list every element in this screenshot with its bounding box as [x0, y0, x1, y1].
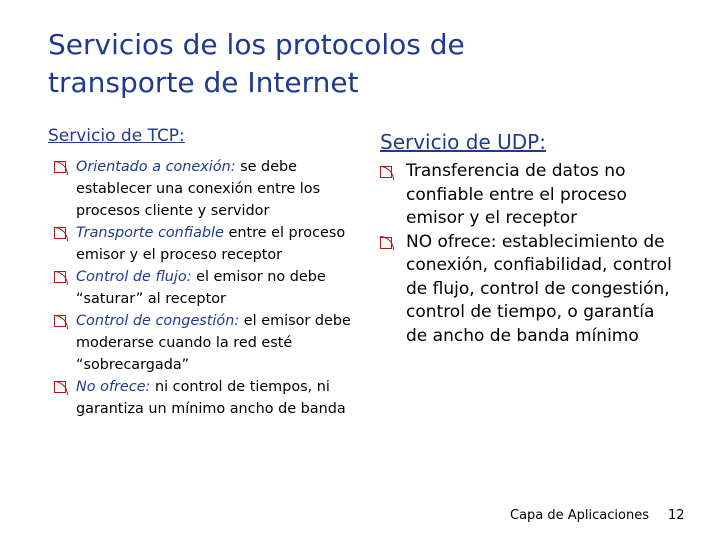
- footer-label: Capa de Aplicaciones: [510, 508, 649, 523]
- tcp-heading: Servicio de TCP:: [48, 126, 185, 146]
- item-text: se debe establecer una conexión entre los procesos cliente y servidor: [76, 159, 321, 219]
- item-text: el emisor no debe “saturar” al receptor: [76, 269, 326, 307]
- box-bullet-icon: [380, 166, 392, 178]
- list-item: [54, 376, 364, 420]
- list-item: [380, 160, 680, 231]
- title-line-2: transporte de Internet: [48, 66, 359, 99]
- list-item: [380, 231, 680, 349]
- list-item: [54, 266, 364, 310]
- box-bullet-icon: [54, 161, 66, 173]
- item-term: Control de congestión:: [76, 313, 240, 329]
- box-bullet-icon: [380, 237, 392, 249]
- item-text: entre el proceso emisor y el proceso receptor: [76, 225, 346, 263]
- box-bullet-icon: [54, 315, 66, 327]
- box-bullet-icon: [54, 381, 66, 393]
- item-text: NO ofrece: establecimiento de conexión, confiabilidad, control de flujo, control de congestión, control de tiempo, o garantía de ancho de banda mínimo: [406, 231, 672, 346]
- list-item: [54, 222, 364, 266]
- item-term: Transporte confiable: [76, 225, 224, 241]
- item-text: Transferencia de datos no confiable entre el proceso emisor y el receptor: [406, 161, 627, 228]
- item-text: ni control de tiempos, ni garantiza un mínimo ancho de banda: [76, 379, 346, 417]
- box-bullet-icon: [54, 227, 66, 239]
- box-bullet-icon: [54, 271, 66, 283]
- slide-title: [48, 26, 688, 102]
- item-text: el emisor debe moderarse cuando la red esté “sobrecargada”: [76, 313, 351, 373]
- page-number: 12: [668, 508, 685, 523]
- udp-heading: Servicio de UDP:: [380, 130, 546, 154]
- list-item: [54, 310, 364, 376]
- item-term: Control de flujo:: [76, 269, 192, 285]
- item-term: Orientado a conexión:: [76, 159, 236, 175]
- title-line-1: Servicios de los protocolos de: [48, 28, 465, 61]
- tcp-list: [54, 156, 364, 420]
- item-term: No ofrece:: [76, 379, 151, 395]
- udp-list: [380, 160, 680, 348]
- list-item: [54, 156, 364, 222]
